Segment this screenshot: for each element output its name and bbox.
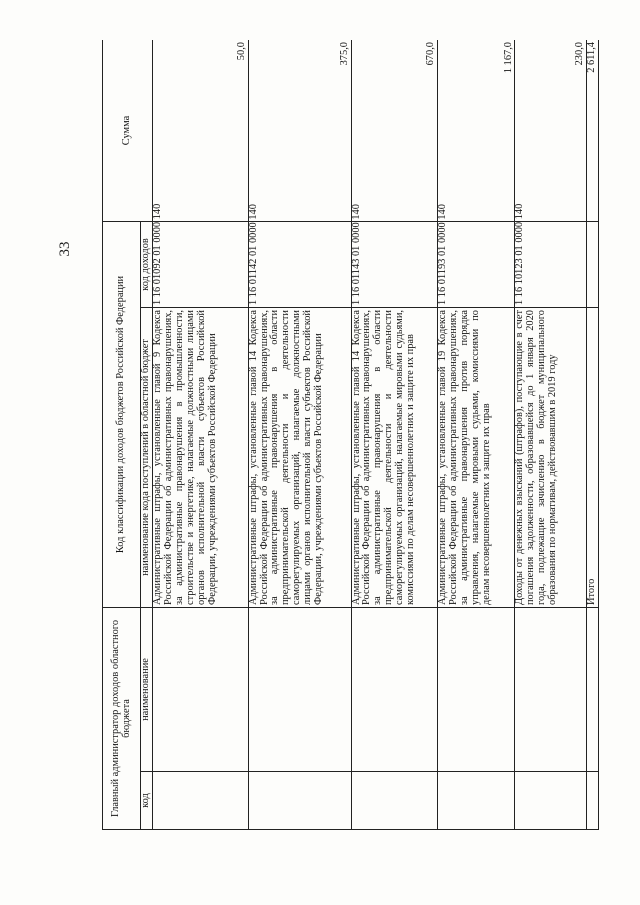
income-code-cell: 1 16 01142 01 0000 140 (248, 222, 351, 308)
admin-code-cell (586, 772, 598, 830)
income-code-cell: 1 16 10123 01 0000 140 (515, 222, 586, 308)
income-code-cell: 1 16 01193 01 0000 140 (438, 222, 515, 308)
revenue-classification-table (102, 40, 599, 830)
admin-name-cell (586, 608, 598, 772)
header-income-code: код доходов (141, 222, 153, 308)
admin-name-cell (438, 608, 515, 772)
income-name-cell: Административные штрафы, установленные главой 14 Кодекса Российской Федерации об административных правонарушениях, за административные правонарушения в области предпринимательской деятельности и деятельности саморегулируемых организаций, налагаемые должностными лицами органов исполнительной власти субъектов Российской Федерации, учреждениями субъектов Российской Федерации (248, 308, 351, 608)
admin-name-cell (351, 608, 438, 772)
total-sum: 2 611,4 (586, 40, 598, 222)
header-classification-group: Код классификации доходов бюджетов Российской Федерации (103, 222, 141, 608)
admin-code-cell (248, 772, 351, 830)
document-sheet (102, 40, 599, 830)
income-code-cell: 1 16 01143 01 0000 140 (351, 222, 438, 308)
header-admin-group: Главный администратор доходов областного бюджета (103, 608, 141, 830)
total-row (586, 40, 598, 830)
header-sum: Сумма (103, 40, 153, 222)
admin-name-cell (515, 608, 586, 772)
income-name-cell: Административные штрафы, установленные главой 14 Кодекса Российской Федерации об административных правонарушениях, за административные правонарушения в области предпринимательской деятельности и деятельности саморегулируемых организаций, налагаемые мировыми судьями, комиссиями по делам несовершеннолетних и защите их прав (351, 308, 438, 608)
admin-name-cell (248, 608, 351, 772)
income-name-cell: Административные штрафы, установленные главой 9 Кодекса Российской Федерации об административных правонарушениях, за административные правонарушения в промышленности, строительстве и энергетике, налагаемые должностными лицами органов исполнительной власти субъектов Российской Федерации, учреждениями субъектов Российской Федерации (152, 308, 248, 608)
header-admin-code: код (141, 772, 153, 830)
page-number: 33 (57, 241, 73, 257)
table-row (438, 40, 515, 830)
admin-name-cell (152, 608, 248, 772)
sum-cell: 375,0 (248, 40, 351, 222)
income-code-cell (586, 222, 598, 308)
admin-code-cell (152, 772, 248, 830)
admin-code-cell (351, 772, 438, 830)
income-name-cell: Доходы от денежных взысканий (штрафов), поступающие в счет погашения задолженности, образовавшейся до 1 января 2020 года, подлежащие зачислению в бюджет муниципального образования по нормативам, действовавшим в 2019 году (515, 308, 586, 608)
sum-cell: 670,0 (351, 40, 438, 222)
income-name-cell: Административные штрафы, установленные главой 19 Кодекса Российской Федерации об административных правонарушениях, за административные правонарушения против порядка управления, налагаемые мировыми судьями, комиссиями по делам несовершеннолетних и защите их прав (438, 308, 515, 608)
sum-cell: 1 167,0 (438, 40, 515, 222)
header-income-name: наименование кода поступлений в областной бюджет (141, 308, 153, 608)
sum-cell: 50,0 (152, 40, 248, 222)
admin-code-cell (438, 772, 515, 830)
table-row (351, 40, 438, 830)
header-admin-name: наименование (141, 608, 153, 772)
table-row (515, 40, 586, 830)
total-label: Итого (586, 308, 598, 608)
admin-code-cell (515, 772, 586, 830)
sum-cell: 230,0 (515, 40, 586, 222)
table-row (152, 40, 248, 830)
rotated-table-wrapper (102, 40, 599, 830)
header-row-top (103, 40, 141, 830)
table-row (248, 40, 351, 830)
income-code-cell: 1 16 01092 01 0000 140 (152, 222, 248, 308)
